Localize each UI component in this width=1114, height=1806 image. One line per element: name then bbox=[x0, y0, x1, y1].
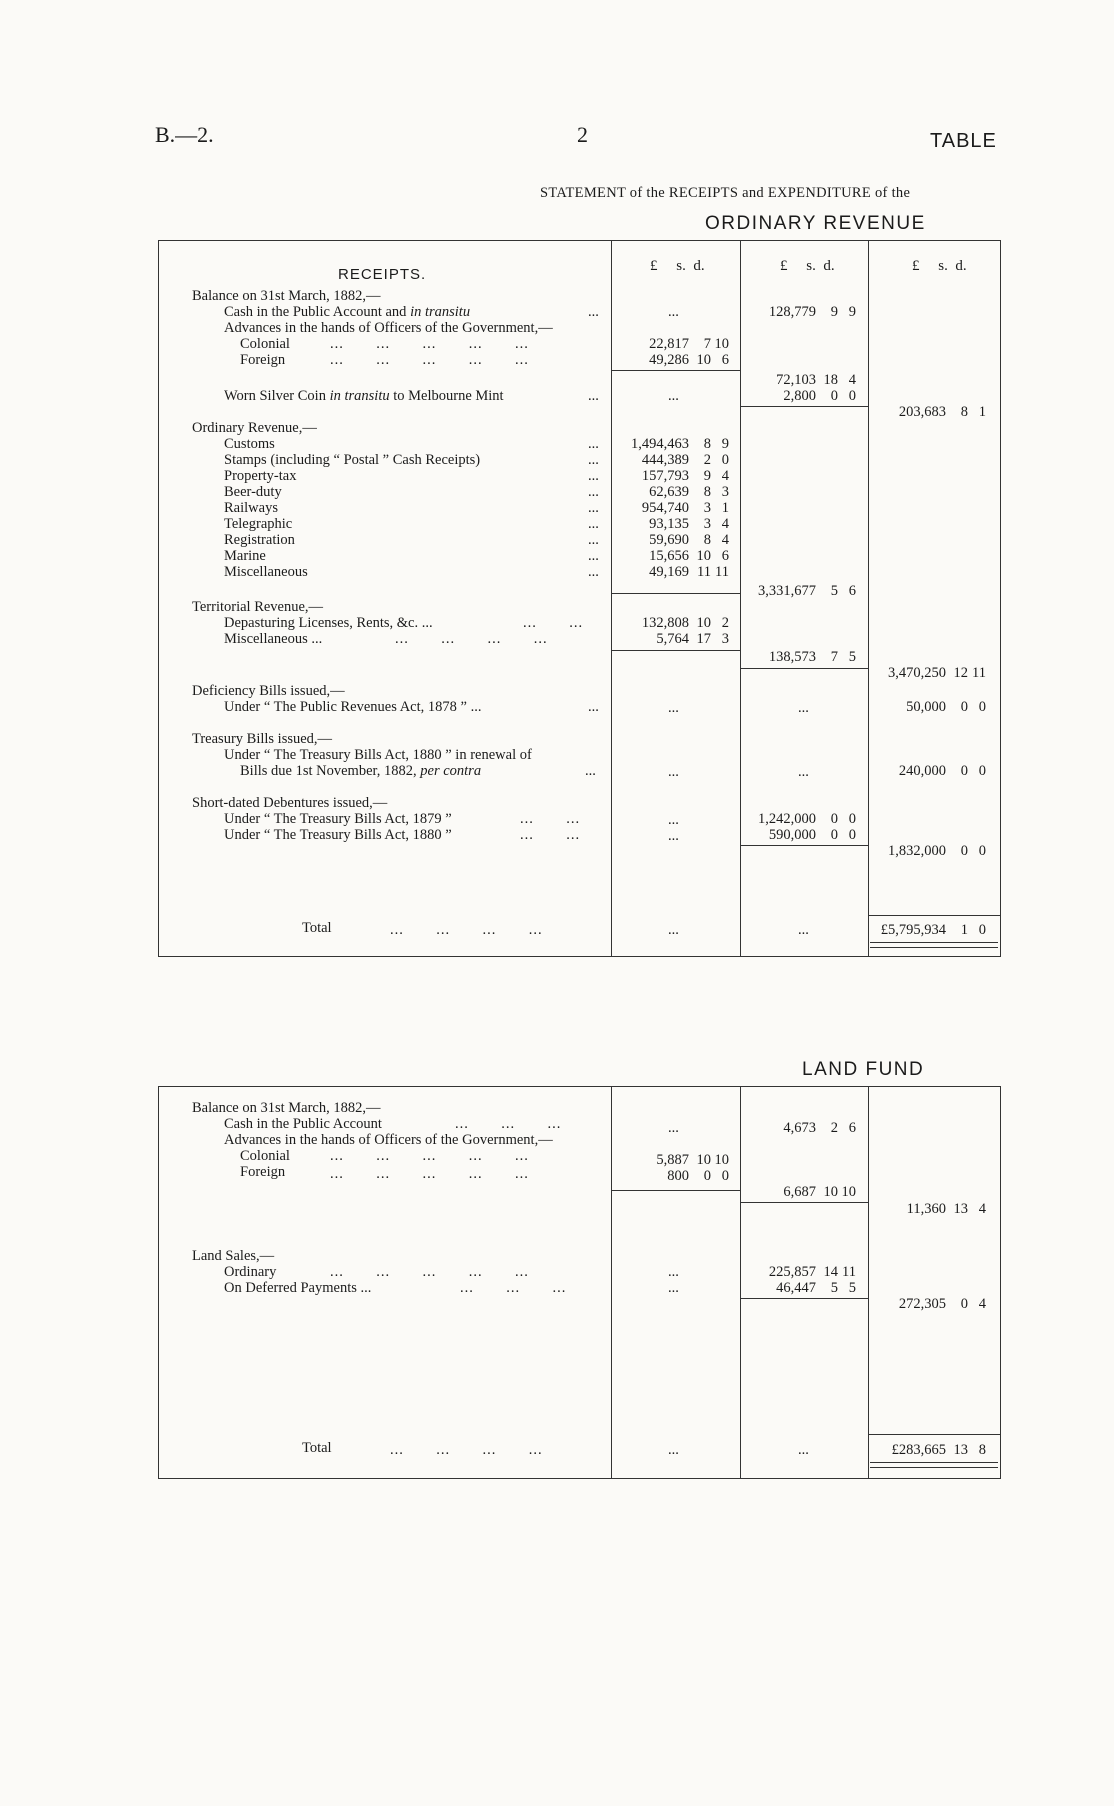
empty-cell: ... bbox=[798, 1442, 809, 1458]
worn-coin-value: 2,800 0 0 bbox=[783, 388, 856, 404]
ordinary-heading: Ordinary Revenue,— bbox=[192, 420, 317, 436]
table-top-rule bbox=[158, 1086, 1001, 1087]
land-ordinary-label: Ordinary bbox=[224, 1264, 277, 1280]
table-right-rule bbox=[1000, 1086, 1001, 1478]
leader: ... ... ... ... bbox=[395, 631, 548, 647]
column-rule bbox=[740, 240, 741, 956]
leader: ... bbox=[588, 452, 599, 468]
sum-rule bbox=[740, 1202, 868, 1203]
ordinary-total: 3,331,677 5 6 bbox=[758, 583, 856, 599]
deficiency-label: Under “ The Public Revenues Act, 1878 ” ... bbox=[224, 699, 482, 715]
land-deferred-value: 46,447 5 5 bbox=[776, 1280, 856, 1296]
land-foreign-label: Foreign bbox=[240, 1164, 286, 1180]
sum-rule bbox=[611, 650, 740, 651]
revenue-item-value: 1,494,463 8 9 bbox=[631, 436, 729, 452]
empty-cell: ... bbox=[668, 812, 679, 828]
pence-head: d. bbox=[693, 258, 705, 274]
land-advances-label: Advances in the hands of Officers of the Government,— bbox=[224, 1132, 553, 1148]
column-rule bbox=[740, 1086, 741, 1478]
leader: ... bbox=[588, 532, 599, 548]
table-left-rule bbox=[158, 1086, 159, 1478]
debentures-1880-label: Under “ The Treasury Bills Act, 1880 ” bbox=[224, 827, 452, 843]
shilling-head: s. bbox=[676, 258, 686, 274]
empty-cell: ... bbox=[668, 1120, 679, 1136]
empty-cell: ... bbox=[668, 1280, 679, 1296]
sum-rule bbox=[740, 668, 868, 669]
land-grand-total: £283,665 13 8 bbox=[891, 1442, 986, 1458]
table-left-rule bbox=[158, 240, 159, 956]
double-rule bbox=[870, 1462, 998, 1468]
ordinary-revenue-title: ORDINARY REVENUE bbox=[705, 213, 926, 234]
territorial-total: 138,573 7 5 bbox=[768, 649, 856, 665]
land-deferred-label: On Deferred Payments ... bbox=[224, 1280, 372, 1296]
revenue-item-value: 49,169 11 11 bbox=[649, 564, 729, 580]
pound-head: £ bbox=[780, 258, 788, 274]
revenue-item-value: 59,690 8 4 bbox=[649, 532, 729, 548]
empty-cell: ... bbox=[668, 828, 679, 844]
pence-head: d. bbox=[823, 258, 835, 274]
pound-head: £ bbox=[650, 258, 658, 274]
pence-head: d. bbox=[955, 258, 967, 274]
leader: ... ... ... ... ... bbox=[330, 1264, 529, 1280]
revenue-item-label: Beer-duty bbox=[224, 484, 282, 500]
balance-total: 203,683 8 1 bbox=[898, 404, 986, 420]
leader: ... bbox=[588, 436, 599, 452]
leader: ... ... bbox=[520, 811, 581, 827]
colonial-label: Colonial bbox=[240, 336, 290, 352]
revenue-item-value: 15,656 10 6 bbox=[649, 548, 729, 564]
revenue-item-label: Telegraphic bbox=[224, 516, 293, 532]
pound-head: £ bbox=[912, 258, 920, 274]
revenue-item-value: 954,740 3 1 bbox=[641, 500, 729, 516]
leader: ... ... ... ... ... bbox=[330, 1166, 529, 1182]
debentures-total: 1,832,000 0 0 bbox=[888, 843, 986, 859]
revenue-total: 3,470,250 12 11 bbox=[888, 665, 986, 681]
table-right-rule bbox=[1000, 240, 1001, 956]
land-cash-value: 4,673 2 6 bbox=[783, 1120, 856, 1136]
leader: ... ... ... bbox=[460, 1280, 567, 1296]
revenue-item-value: 157,793 9 4 bbox=[641, 468, 729, 484]
treasury-value: 240,000 0 0 bbox=[898, 763, 986, 779]
column-rule bbox=[611, 1086, 612, 1478]
leader: ... ... bbox=[523, 615, 584, 631]
empty-cell: ... bbox=[668, 922, 679, 938]
leader: ... ... bbox=[520, 827, 581, 843]
leader: ... bbox=[588, 564, 599, 580]
sum-rule bbox=[611, 593, 740, 594]
column-rule bbox=[868, 1086, 869, 1478]
debentures-heading: Short-dated Debentures issued,— bbox=[192, 795, 388, 811]
advances-total: 72,103 18 4 bbox=[776, 372, 856, 388]
sum-rule bbox=[868, 1434, 1000, 1435]
debentures-1879-value: 1,242,000 0 0 bbox=[758, 811, 856, 827]
treasury-label-line1: Under “ The Treasury Bills Act, 1880 ” in renewal of bbox=[224, 747, 532, 763]
leader: ... ... ... ... ... bbox=[330, 1148, 529, 1164]
deficiency-value: 50,000 0 0 bbox=[906, 699, 986, 715]
worn-coin-label: Worn Silver Coin in transitu to Melbourne Mint bbox=[224, 388, 504, 404]
leader: ... ... ... ... bbox=[390, 922, 543, 938]
treasury-heading: Treasury Bills issued,— bbox=[192, 731, 333, 747]
land-cash-label: Cash in the Public Account bbox=[224, 1116, 382, 1132]
debentures-1879-label: Under “ The Treasury Bills Act, 1879 ” bbox=[224, 811, 452, 827]
land-colonial-label: Colonial bbox=[240, 1148, 290, 1164]
table-bottom-rule bbox=[158, 1478, 1001, 1479]
land-sales-heading: Land Sales,— bbox=[192, 1248, 275, 1264]
leader: ... bbox=[585, 763, 596, 779]
land-advances-total: 6,687 10 10 bbox=[783, 1184, 856, 1200]
empty-cell: ... bbox=[668, 388, 679, 404]
statement-heading: STATEMENT of the RECEIPTS and EXPENDITURE of the bbox=[540, 185, 911, 201]
revenue-item-value: 62,639 8 3 bbox=[649, 484, 729, 500]
table-top-rule bbox=[158, 240, 1001, 241]
shilling-head: s. bbox=[938, 258, 948, 274]
grand-total: £5,795,934 1 0 bbox=[880, 922, 986, 938]
empty-cell: ... bbox=[668, 1264, 679, 1280]
foreign-label: Foreign bbox=[240, 352, 286, 368]
receipts-heading: RECEIPTS. bbox=[338, 266, 427, 283]
page-code: B.—2. bbox=[155, 122, 214, 147]
sum-rule bbox=[868, 915, 1000, 916]
running-title: TABLE bbox=[930, 130, 997, 152]
empty-cell: ... bbox=[668, 304, 679, 320]
leader: ... bbox=[588, 388, 599, 404]
leader: ... bbox=[588, 500, 599, 516]
sum-rule bbox=[740, 1298, 868, 1299]
revenue-item-label: Stamps (including “ Postal ” Cash Receipts) bbox=[224, 452, 481, 468]
colonial-value: 22,817 7 10 bbox=[649, 336, 729, 352]
leader: ... bbox=[588, 468, 599, 484]
empty-cell: ... bbox=[798, 700, 809, 716]
territorial-heading: Territorial Revenue,— bbox=[192, 599, 324, 615]
land-sales-total: 272,305 0 4 bbox=[898, 1296, 986, 1312]
empty-cell: ... bbox=[668, 1442, 679, 1458]
cash-value: 128,779 9 9 bbox=[768, 304, 856, 320]
revenue-item-label: Property-tax bbox=[224, 468, 297, 484]
land-colonial-value: 5,887 10 10 bbox=[656, 1152, 729, 1168]
leader: ... ... ... bbox=[455, 1116, 562, 1132]
sum-rule bbox=[611, 370, 740, 371]
leader: ... ... ... ... ... bbox=[330, 336, 529, 352]
table-bottom-rule bbox=[158, 956, 1001, 957]
revenue-item-label: Marine bbox=[224, 548, 266, 564]
column-head bbox=[650, 258, 705, 275]
foreign-value: 49,286 10 6 bbox=[649, 352, 729, 368]
revenue-item-label: Railways bbox=[224, 500, 278, 516]
leader: ... bbox=[588, 699, 599, 715]
leader: ... ... ... ... bbox=[390, 1442, 543, 1458]
balance-heading: Balance on 31st March, 1882,— bbox=[192, 288, 381, 304]
depasturing-value: 132,808 10 2 bbox=[641, 615, 729, 631]
leader: ... ... ... ... ... bbox=[330, 352, 529, 368]
empty-cell: ... bbox=[668, 700, 679, 716]
revenue-item-label: Registration bbox=[224, 532, 295, 548]
sum-rule bbox=[611, 1190, 740, 1191]
land-foreign-value: 800 0 0 bbox=[667, 1168, 729, 1184]
column-rule bbox=[868, 240, 869, 956]
double-rule bbox=[870, 942, 998, 948]
land-ordinary-value: 225,857 14 11 bbox=[768, 1264, 856, 1280]
shilling-head: s. bbox=[806, 258, 816, 274]
leader: ... bbox=[588, 484, 599, 500]
advances-label: Advances in the hands of Officers of the Government,— bbox=[224, 320, 553, 336]
land-total-label: Total bbox=[302, 1440, 332, 1456]
total-label: Total bbox=[302, 920, 332, 936]
empty-cell: ... bbox=[798, 922, 809, 938]
leader: ... bbox=[588, 548, 599, 564]
cash-label: Cash in the Public Account and in transitu bbox=[224, 304, 471, 320]
depasturing-label: Depasturing Licenses, Rents, &c. ... bbox=[224, 615, 433, 631]
revenue-item-value: 93,135 3 4 bbox=[649, 516, 729, 532]
empty-cell: ... bbox=[798, 764, 809, 780]
debentures-1880-value: 590,000 0 0 bbox=[768, 827, 856, 843]
territorial-misc-value: 5,764 17 3 bbox=[656, 631, 729, 647]
revenue-item-value: 444,389 2 0 bbox=[641, 452, 729, 468]
land-fund-title: LAND FUND bbox=[802, 1059, 925, 1080]
column-rule bbox=[611, 240, 612, 956]
land-balance-total: 11,360 13 4 bbox=[906, 1201, 986, 1217]
column-head bbox=[780, 258, 835, 275]
deficiency-heading: Deficiency Bills issued,— bbox=[192, 683, 345, 699]
empty-cell: ... bbox=[668, 764, 679, 780]
column-head bbox=[912, 258, 967, 275]
revenue-item-label: Customs bbox=[224, 436, 275, 452]
treasury-label-line2: Bills due 1st November, 1882, per contra bbox=[240, 763, 482, 779]
sum-rule bbox=[740, 845, 868, 846]
territorial-misc-label: Miscellaneous ... bbox=[224, 631, 323, 647]
leader: ... bbox=[588, 516, 599, 532]
sum-rule bbox=[740, 406, 868, 407]
page-number: 2 bbox=[577, 122, 588, 147]
leader: ... bbox=[588, 304, 599, 320]
land-balance-heading: Balance on 31st March, 1882,— bbox=[192, 1100, 381, 1116]
revenue-item-label: Miscellaneous bbox=[224, 564, 308, 580]
